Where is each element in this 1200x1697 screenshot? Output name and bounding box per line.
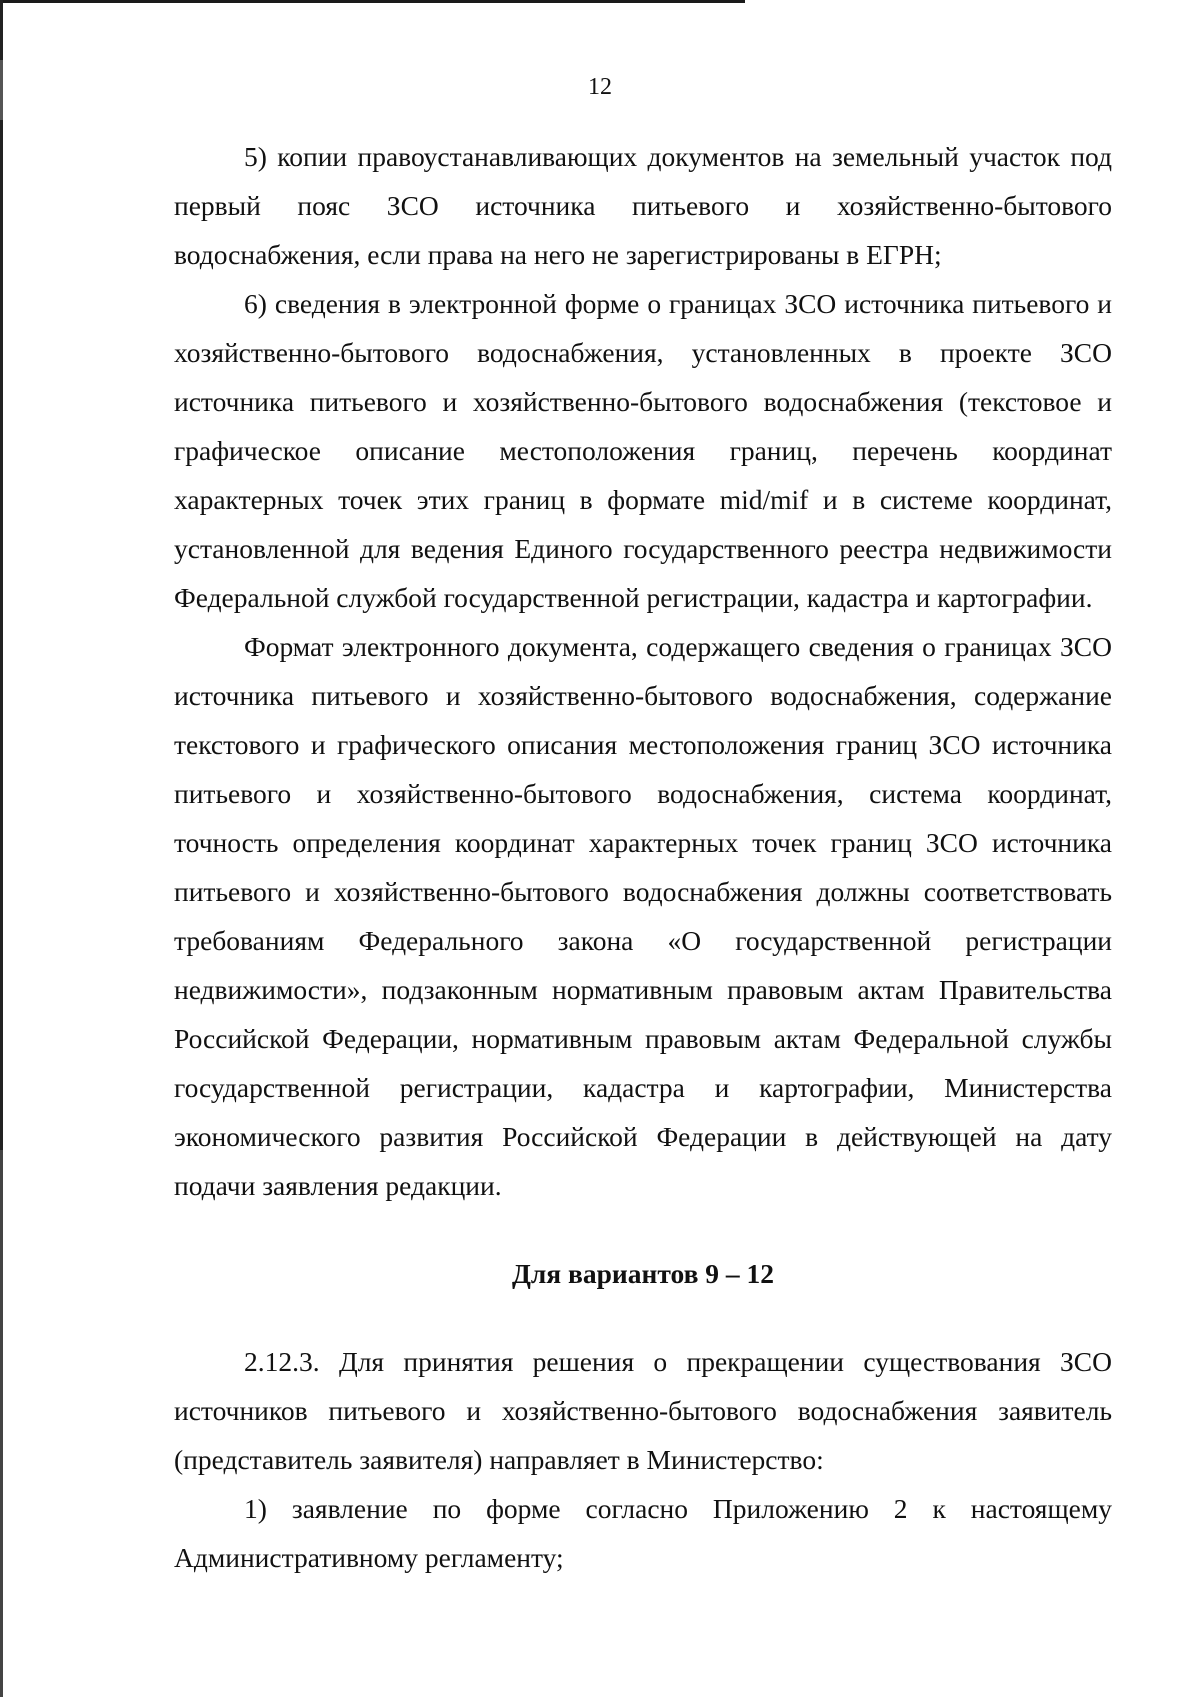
paragraph-item-1: 1) заявление по форме согласно Приложению 2 к настоящему Административному регламенту; bbox=[174, 1493, 1112, 1573]
paragraph-item-5: 5) копии правоустанавливающих документов на земельный участок под первый пояс ЗСО источника питьевого и хозяйственно-бытового водоснабжения, если права на него не зарегистрированы в ЕГРН; bbox=[174, 141, 1112, 270]
scan-border-left bbox=[0, 0, 3, 1697]
paragraph-2-12-3: 2.12.3. Для принятия решения о прекращении существования ЗСО источников питьевого и хозяйственно-бытового водоснабжения заявитель (представитель заявителя) направляет в Министерство: bbox=[174, 1346, 1112, 1475]
paragraph-format-requirements: Формат электронного документа, содержащего сведения о границах ЗСО источника питьевого и хозяйственно-бытового водоснабжения, содержание текстового и графического описания местоположения границ ЗСО источника питьевого и хозяйственно-бытового водоснабжения, система координат, точность определения координат характерных точек границ ЗСО источника питьевого и хозяйственно-бытового водоснабжения должны соответствовать требованиям Федерального закона «О государственной регистрации недвижимости», подзаконным нормативным правовым актам Правительства Российской Федерации, нормативным правовым актам Федеральной службы государственной регистрации, кадастра и картографии, Министерства экономического развития Российской Федерации в действующей на дату подачи заявления редакции. bbox=[174, 631, 1112, 1201]
section-heading: Для вариантов 9 – 12 bbox=[511, 1258, 775, 1289]
paragraph-item-6: 6) сведения в электронной форме о границах ЗСО источника питьевого и хозяйственно-бытового водоснабжения, установленных в проекте ЗСО источника питьевого и хозяйственно-бытового водоснабжения (текстовое и графическое описание местоположения границ, перечень координат характерных точек этих границ в формате mid/mif и в системе координат, установленной для ведения Единого государственного реестра недвижимости Федеральной службой государственной регистрации, кадастра и картографии. bbox=[174, 288, 1112, 613]
page-number: 12 bbox=[588, 74, 612, 100]
document-body bbox=[174, 132, 1112, 1582]
scan-border-top bbox=[0, 0, 745, 3]
